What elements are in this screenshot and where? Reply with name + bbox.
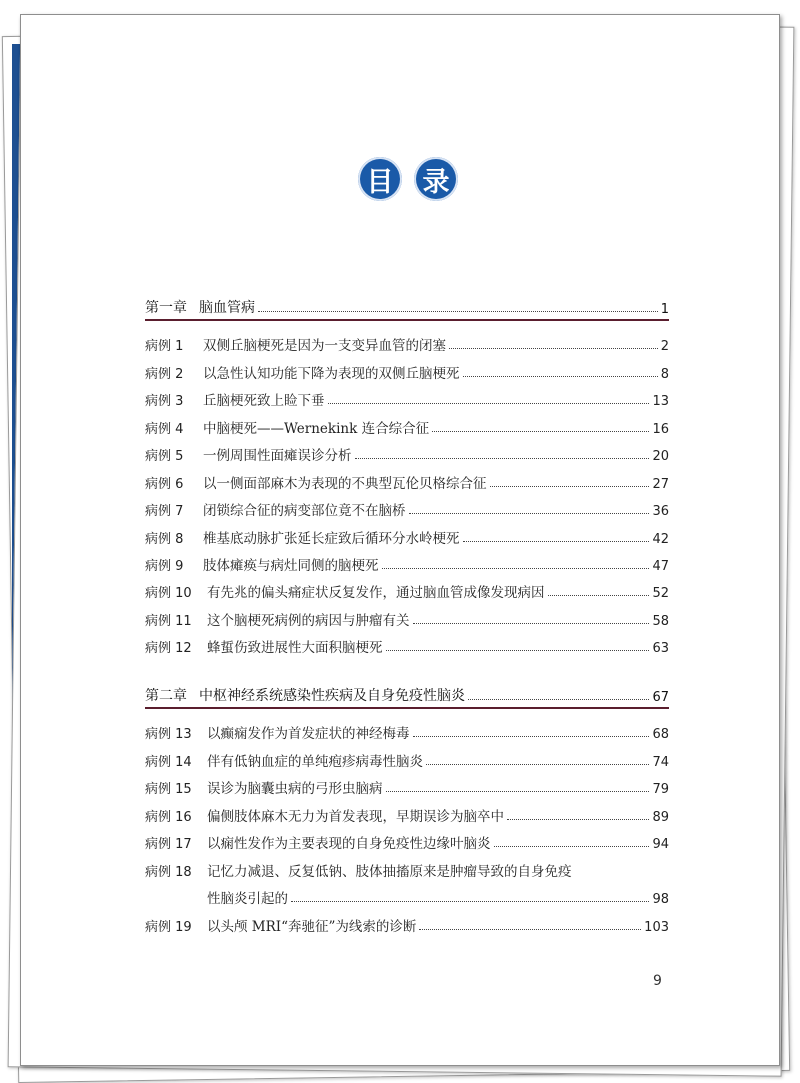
leader-dots [432,431,649,432]
toc-entry[interactable] [145,803,669,825]
toc-entry[interactable] [145,748,669,770]
case-title: 椎基底动脉扩张延长症致后循环分水岭梗死 [203,531,460,547]
case-page: 63 [652,641,669,656]
case-page: 13 [652,394,669,409]
chapter-number: 第二章 [145,688,187,704]
toc-entry[interactable] [145,830,669,852]
toc-page [20,14,780,1066]
toc-entry[interactable] [145,470,669,492]
leader-dots [494,846,650,847]
leader-dots [386,791,650,792]
toc-entry[interactable] [145,360,669,382]
case-label: 病例 3 [145,394,184,409]
toc-entry[interactable] [145,332,669,354]
case-title-continued: 性脑炎引起的 [207,891,288,907]
leader-dots [382,568,650,569]
case-label: 病例 12 [145,641,192,656]
case-title: 肢体瘫痪与病灶同侧的脑梗死 [203,558,379,574]
case-title: 一例周围性面瘫误诊分析 [203,448,352,464]
chapter-title: 脑血管病 [199,300,255,316]
case-title: 有先兆的偏头痛症状反复发作，通过脑血管成像发现病因 [207,585,545,601]
case-page: 58 [652,614,669,629]
leader-dots [328,403,650,404]
case-page: 42 [652,532,669,547]
case-page: 89 [652,810,669,825]
leader-dots [419,929,641,930]
case-title: 闭锁综合征的病变部位竟不在脑桥 [203,503,406,519]
case-label: 病例 6 [145,477,184,492]
case-label: 病例 14 [145,755,192,770]
toc-entry[interactable] [145,858,669,880]
case-label: 病例 16 [145,810,192,825]
page-number: 9 [653,973,662,989]
case-title: 记忆力减退、反复低钠、肢体抽搐原来是肿瘤导致的自身免疫 [207,864,572,880]
chapter-title: 中枢神经系统感染性疾病及自身免疫性脑炎 [199,688,465,704]
case-page: 27 [652,477,669,492]
leader-dots [426,764,649,765]
leader-dots [355,458,650,459]
leader-dots [386,650,650,651]
chapter-number: 第一章 [145,300,187,316]
case-title: 误诊为脑囊虫病的弓形虫脑病 [207,781,383,797]
case-title: 丘脑梗死致上睑下垂 [203,393,325,409]
case-title: 中脑梗死——Wernekink 连合综合征 [203,421,430,437]
case-label: 病例 2 [145,367,184,382]
leader-dots [258,311,658,312]
case-title: 双侧丘脑梗死是因为一支变异血管的闭塞 [203,338,446,354]
toc-entry[interactable] [145,634,669,656]
chapter-heading[interactable] [145,291,669,321]
case-title: 以痫性发作为主要表现的自身免疫性边缘叶脑炎 [207,836,491,852]
page-title [358,157,458,201]
toc-entry[interactable] [145,525,669,547]
leader-dots [413,623,650,624]
case-page: 103 [644,920,669,935]
toc-entry[interactable] [145,387,669,409]
case-label: 病例 8 [145,532,184,547]
case-label: 病例 18 [145,865,192,880]
toc-entry[interactable] [145,442,669,464]
case-label: 病例 10 [145,586,192,601]
case-label: 病例 1 [145,339,184,354]
case-label: 病例 5 [145,449,184,464]
case-title: 以急性认知功能下降为表现的双侧丘脑梗死 [203,366,460,382]
leader-dots [490,486,650,487]
title-char-2: 录 [414,157,458,201]
leader-dots [468,699,649,700]
case-label: 病例 11 [145,614,192,629]
case-title: 伴有低钠血症的单纯疱疹病毒性脑炎 [207,754,423,770]
toc-entry[interactable] [145,607,669,629]
case-title: 蜂蜇伤致进展性大面积脑梗死 [207,640,383,656]
case-label: 病例 19 [145,920,192,935]
case-page: 68 [652,727,669,742]
case-page: 2 [660,339,669,354]
case-title: 以癫痫发作为首发症状的神经梅毒 [207,726,410,742]
case-page: 74 [652,755,669,770]
title-char-1: 目 [358,157,402,201]
toc-entry[interactable] [145,579,669,601]
toc-entry[interactable] [145,913,669,935]
case-title: 以一侧面部麻木为表现的不典型瓦伦贝格综合征 [203,476,487,492]
leader-dots [449,348,658,349]
chapter-heading[interactable] [145,679,669,709]
case-label: 病例 17 [145,837,192,852]
toc-entry-continued[interactable] [145,885,669,907]
toc-entry[interactable] [145,552,669,574]
case-label: 病例 7 [145,504,184,519]
leader-dots [463,376,658,377]
case-title: 以头颅 MRI“奔驰征”为线索的诊断 [207,919,417,935]
case-page: 36 [652,504,669,519]
case-page: 16 [652,422,669,437]
leader-dots [409,513,650,514]
chapter-page: 67 [652,690,669,705]
case-page: 20 [652,449,669,464]
case-label: 病例 9 [145,559,184,574]
case-page: 8 [660,367,669,382]
chapter-page: 1 [660,302,669,317]
case-page: 94 [652,837,669,852]
toc-entry[interactable] [145,720,669,742]
case-page: 52 [652,586,669,601]
case-page: 79 [652,782,669,797]
leader-dots [507,819,649,820]
leader-dots [291,901,649,902]
case-title: 偏侧肢体麻木无力为首发表现，早期误诊为脑卒中 [207,809,504,825]
leader-dots [548,595,650,596]
leader-dots [463,541,650,542]
case-page: 47 [652,559,669,574]
toc-entry[interactable] [145,415,669,437]
case-page: 98 [652,892,669,907]
case-label: 病例 4 [145,422,184,437]
case-label: 病例 13 [145,727,192,742]
toc-entry[interactable] [145,497,669,519]
case-label: 病例 15 [145,782,192,797]
leader-dots [413,736,650,737]
case-title: 这个脑梗死病例的病因与肿瘤有关 [207,613,410,629]
toc-entry[interactable] [145,775,669,797]
